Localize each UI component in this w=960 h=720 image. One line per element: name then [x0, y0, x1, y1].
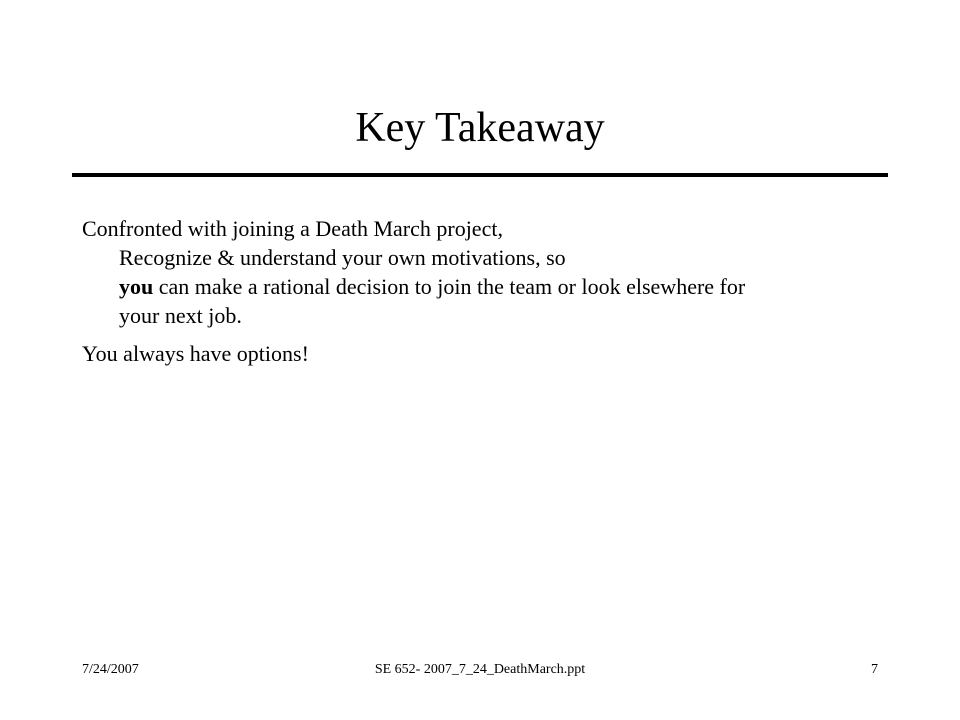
footer-filename: SE 652- 2007_7_24_DeathMarch.ppt [374, 662, 586, 677]
title-underline [72, 173, 888, 177]
body-line-options: You always have options! [82, 341, 309, 366]
body-line-intro: Confronted with joining a Death March project, [82, 216, 503, 241]
emphasis-you: you [119, 274, 154, 299]
footer-date: 7/24/2007 [82, 662, 139, 677]
body-line-recognize: Recognize & understand your own motivations, so [119, 245, 566, 270]
slide-title: Key Takeaway [355, 105, 605, 151]
slide-body [82, 214, 882, 368]
body-line-decision-text: can make a rational decision to join the team or look elsewhere for [153, 274, 746, 299]
body-line-next-job: your next job. [119, 303, 242, 328]
body-line-decision [82, 272, 882, 301]
footer-page-number: 7 [871, 662, 878, 677]
